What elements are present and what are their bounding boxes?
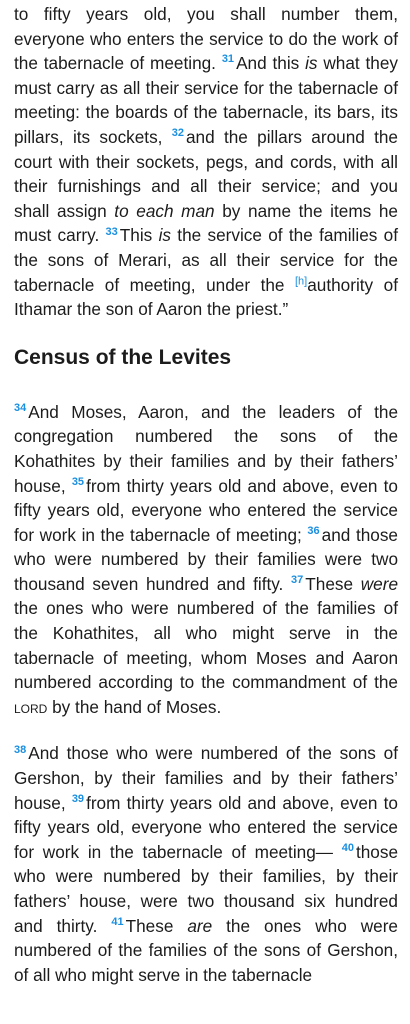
paragraph-verses-38-41 bbox=[14, 741, 398, 987]
verse-text: and the pillars around the court with their sockets, pegs, and cords, with all their furnishings and all their service; and you shall assign bbox=[14, 126, 398, 221]
verse-text: those who were numbered by their families, by their fathers’ house, were two thousand six hundred and thirty. bbox=[14, 841, 398, 936]
verse-text: These bbox=[305, 573, 361, 594]
verse-number-40[interactable]: 40 bbox=[341, 842, 354, 855]
verse-text: And this bbox=[236, 53, 306, 74]
italic-text: is bbox=[158, 225, 171, 246]
italic-text: is bbox=[305, 53, 318, 74]
verse-text: the service of the families of the sons of Merari, as all their service for the tabernacle of meeting, under the bbox=[14, 225, 398, 295]
verse-number-41[interactable]: 41 bbox=[111, 915, 124, 928]
section-heading: Census of the Levites bbox=[14, 345, 232, 369]
verse-text: the ones who were numbered of the families of the Kohathites, all who might serve in the tabernacle of meeting, whom Moses and Aaron numbered according to the commandment of the bbox=[14, 598, 398, 693]
verse-number-36[interactable]: 36 bbox=[307, 524, 320, 537]
verse-text: This bbox=[119, 225, 159, 246]
verse-text: the ones who were numbered of the families of the sons of Gershon, of all who might serve in the tabernacle bbox=[14, 915, 398, 985]
italic-text: were bbox=[360, 573, 399, 594]
verse-text: authority of Ithamar the son of Aaron the priest.” bbox=[14, 274, 399, 320]
verse-text: by the hand of Moses. bbox=[47, 696, 222, 717]
verse-number-38[interactable]: 38 bbox=[14, 743, 27, 756]
verse-number-34[interactable]: 34 bbox=[14, 401, 27, 414]
verse-number-35[interactable]: 35 bbox=[71, 475, 85, 488]
verse-text: And Moses, Aaron, and the leaders of the congregation numbered the sons of the Kohathites by their families and by their fathers’ house, bbox=[14, 401, 398, 496]
verse-number-32[interactable]: 32 bbox=[171, 127, 184, 140]
verse-number-33[interactable]: 33 bbox=[105, 225, 118, 238]
footnote-link-h[interactable]: [h] bbox=[295, 274, 308, 287]
divine-name-small-caps: lord bbox=[14, 696, 48, 717]
verse-text: to fifty years old, you shall number them, everyone who enters the service to do the work of the tabernacle of meeting. bbox=[14, 4, 398, 74]
italic-text: are bbox=[187, 915, 213, 936]
paragraph-verses-30-33 bbox=[14, 2, 398, 322]
verse-number-39[interactable]: 39 bbox=[71, 792, 85, 805]
verse-number-31[interactable]: 31 bbox=[221, 53, 235, 66]
verse-text: from thirty years old and above, even to fifty years old, everyone who entered the service for work in the tabernacle of meeting; bbox=[14, 475, 398, 545]
verse-text: and those who were numbered by their families were two thousand seven hundred and fifty. bbox=[14, 524, 398, 594]
verse-text: what they must carry as all their service for the tabernacle of meeting: the boards of the tabernacle, its bars, its pillars, its sockets, bbox=[14, 53, 399, 147]
verse-text: by name the items he must carry. bbox=[14, 200, 398, 246]
verse-text: These bbox=[125, 915, 188, 936]
italic-text: to each man bbox=[114, 200, 215, 221]
verse-text: And those who were numbered of the sons of Gershon, by their families and by their fathers’ house, bbox=[14, 743, 398, 813]
verse-text: from thirty years old and above, even to fifty years old, everyone who entered the service for work in the tabernacle of meeting— bbox=[14, 792, 398, 862]
paragraph-verses-34-37 bbox=[14, 400, 398, 720]
verse-number-37[interactable]: 37 bbox=[291, 574, 304, 587]
